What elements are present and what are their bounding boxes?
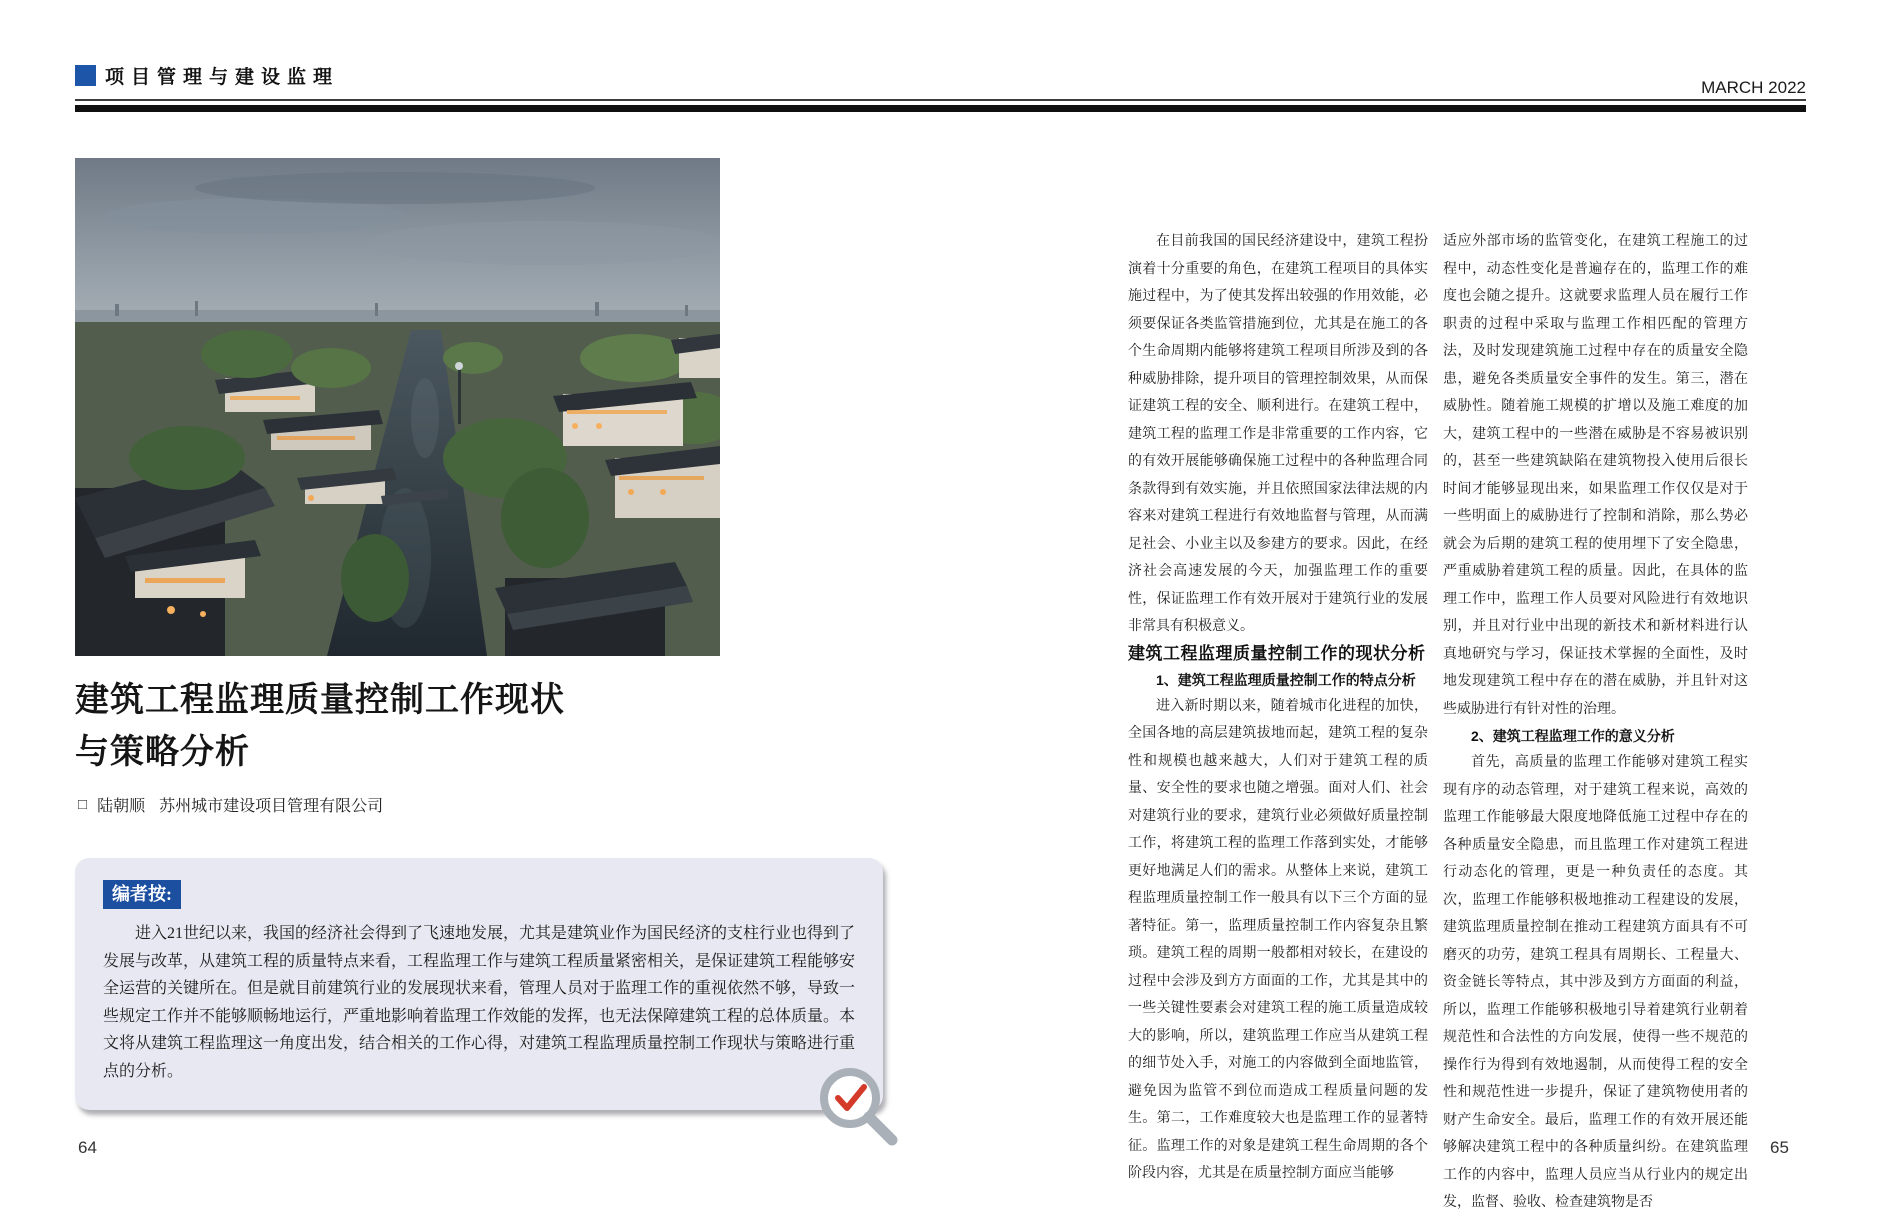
right-page-column-1	[1128, 228, 1428, 1188]
page-number-left: 64	[78, 1138, 97, 1157]
body-paragraph-2: 首先，高质量的监理工作能够对建筑工程实现有序的动态管理，对于建筑工程来说，高效的监理工作能够最大限度地降低施工过程中存在的各种质量安全隐患，而且监理工作对建筑工程进行动态化的管理，更是一种负责任的态度。其次，监理工作能够积极地推动工程建设的发展，建筑监理质量控制在推动工程建筑方面具有不可磨灭的功劳，建筑工程具有周期长、工程量大、资金链长等特点，其中涉及到方方面面的利益，所以，监理工作能够积极地引导着建筑行业朝着规范性和合法性的方向发展，使得一些不规范的操作行为得到有效地遏制，从而使得工程的安全性和规范性进一步提升，保证了建筑物使用者的财产生命安全。最后，监理工作的有效开展还能够解决建筑工程中的各种质量纠纷。在建筑监理工作的内容中，监理人员应当从行业内的规定出发，监督、验收、检查建筑物是否	[1443, 755, 1748, 1210]
right-page-column-2	[1443, 228, 1748, 1217]
author-row	[78, 793, 383, 816]
magnifier-check-icon	[812, 1062, 904, 1154]
article-title	[75, 674, 895, 778]
editor-note-text: 进入21世纪以来，我国的经济社会得到了飞速地发展，尤其是建筑业作为国民经济的支柱行业也得到了发展与改革，从建筑工程的质量特点来看，工程监理工作与建筑工程质量紧密相关，是保证建筑工程能够安全运营的关键所在。但是就目前建筑行业的发展现状来看，管理人员对于监理工作的重视依然不够，导致一些规定工作并不能够顺畅地运行，严重地影响着监理工作效能的发挥，也无法保障建筑工程的总体质量。本文将从建筑工程监理这一角度出发，结合相关的工作心得，对建筑工程监理质量控制工作现状与策略进行重点的分析。	[103, 925, 856, 1080]
author-name: 陆朝顺	[97, 798, 146, 815]
section-header-label: 项目管理与建设监理	[105, 67, 340, 88]
body-paragraph-1-continued: 适应外部市场的监管变化，在建筑工程施工的过程中，动态性变化是普遍存在的，监理工作的难度也会随之提升。这就要求监理人员在履行工作职责的过程中采取与监理工作相匹配的管理方法，及时发现建筑施工过程中存在的质量安全隐患，避免各类质量安全事件的发生。第三，潜在威胁性。随着施工规模的扩增以及施工难度的加大，建筑工程中的一些潜在威胁是不容易被识别的，甚至一些建筑缺陷在建筑物投入使用后很长时间才能够显现出来，如果监理工作仅仅是对于一些明面上的威胁进行了控制和消除，那么势必就会为后期的建筑工程的使用埋下了安全隐患，严重威胁着建筑工程的质量。因此，在具体的监理工作中，监理工作人员要对风险进行有效地识别，并且对行业中出现的新技术和新材料进行认真地研究与学习，保证技术掌握的全面性，及时地发现建筑工程中存在的潜在威胁，并且针对这些威胁进行有针对性的治理。	[1443, 234, 1748, 717]
header-rule-thick	[75, 105, 1806, 112]
editor-note-label: 编者按:	[103, 880, 181, 909]
section-header-square-icon	[75, 65, 96, 86]
section-heading: 建筑工程监理质量控制工作的现状分析	[1128, 643, 1426, 663]
header-rule-thin	[75, 99, 1806, 101]
author-affiliation: 苏州城市建设项目管理有限公司	[159, 798, 384, 815]
subheading-2: 2、建筑工程监理工作的意义分析	[1471, 728, 1675, 744]
article-photo	[75, 158, 720, 656]
intro-paragraph: 在目前我国的国民经济建设中，建筑工程扮演着十分重要的角色，在建筑工程项目的具体实施过程中，为了使其发挥出较强的作用效能，必须要保证各类监管措施到位，尤其是在施工的各个生命周期内能够将建筑工程项目所涉及到的各种威胁排除，提升项目的管理控制效果，从而保证建筑工程的安全、顺利进行。在建筑工程中，建筑工程的监理工作是非常重要的工作内容，它的有效开展能够确保施工过程中的各种监理合同条款得到有效实施，并且依照国家法律法规的内容来对建筑工程进行有效地监督与管理，从而满足社会、小业主以及参建方的要求。因此，在经济社会高速发展的今天，加强监理工作的重要性，保证监理工作有效开展对于建筑行业的发展非常具有积极意义。	[1128, 234, 1428, 634]
editor-note-box	[75, 858, 883, 1110]
subheading-1: 1、建筑工程监理质量控制工作的特点分析	[1156, 671, 1416, 688]
section-header	[75, 62, 339, 89]
body-paragraph-1: 进入新时期以来，随着城市化进程的加快，全国各地的高层建筑拔地而起，建筑工程的复杂性和规模也越来越大，人们对于建筑工程的质量、安全性的要求也随之增强。面对人们、社会对建筑行业的要求，建筑行业必须做好质量控制工作，将建筑工程的监理工作落到实处，才能够更好地满足人们的需求。从整体上来说，建筑工程监理质量控制工作一般具有以下三个方面的显著特征。第一，监理质量控制工作内容复杂且繁琐。建筑工程的周期一般都相对较长，在建设的过程中会涉及到方方面面的工作，尤其是其中的一些关键性要素会对建筑工程的施工质量造成较大的影响，所以，建筑监理工作应当从建筑工程的细节处入手，对施工的内容做到全面地监管，避免因为监管不到位而造成工程质量问题的发生。第二，工作难度较大也是监理工作的显著特征。监理工作的对象是建筑工程生命周期的各个阶段内容，尤其是在质量控制方面应当能够	[1128, 698, 1428, 1181]
article-title-line1: 建筑工程监理质量控制工作现状	[75, 681, 565, 719]
author-marker: □	[78, 796, 88, 813]
issue-date: MARCH 2022	[1691, 76, 1806, 99]
page-number-right: 65	[1770, 1138, 1789, 1157]
article-title-line2: 与策略分析	[75, 733, 250, 771]
